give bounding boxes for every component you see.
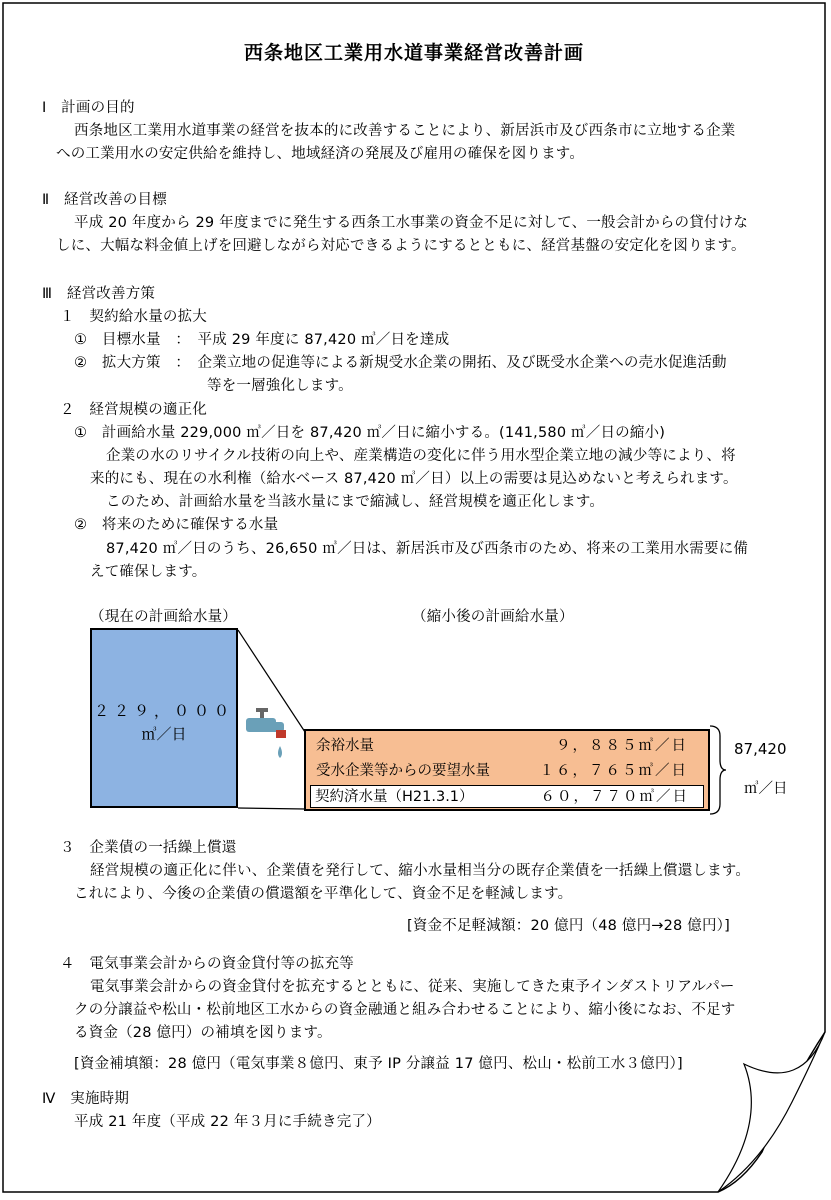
section-1-line: 西条地区工業用水道事業の経営を抜本的に改善することにより、新居浜市及び西条市に立地する企業 [74, 123, 736, 139]
section-2-heading: Ⅱ 経営改善の目標 [42, 192, 167, 208]
current-capacity-unit: ㎥／日 [141, 725, 187, 743]
subsection-4-line: クの分譲益や松山・松前地区工水からの資金融通と組み合わせることにより、縮小後になお、不足す [74, 1002, 736, 1018]
right-brace [708, 724, 728, 816]
document-page [2, 2, 826, 1192]
subsection-4-note: [資金補填額：28 億円（電気事業８億円、東予 IP 分譲益 17 億円、松山・松前工水３億円）] [74, 1056, 683, 1072]
section-4-line: 平成 21 年度（平成 22 年３月に手続き完了） [74, 1114, 381, 1130]
subsection-2-heading: ２ 経営規模の適正化 [60, 402, 207, 418]
breakdown-label: 余裕水量 [316, 738, 374, 754]
breakdown-row [312, 735, 702, 758]
section-4-heading: Ⅳ 実施時期 [42, 1091, 130, 1107]
section-1-line: への工業用水の安定供給を維持し、地域経済の発展及び雇用の確保を図ります。 [56, 146, 585, 162]
breakdown-label: 契約済水量（H21.3.1） [315, 789, 474, 805]
reduced-capacity-label: （縮小後の計画給水量） [412, 609, 574, 625]
breakdown-value: ６０，７７０㎥／日 [540, 789, 689, 805]
breakdown-value: １６，７６５㎥／日 [539, 763, 688, 779]
total-unit: ㎥／日 [744, 781, 788, 797]
subsection-2-line: 来的にも、現在の水利権（給水ベース 87,420 ㎥／日）以上の需要は見込めないと考えられます。 [90, 471, 738, 487]
section-2-line: 平成 20 年度から 29 年度までに発生する西条工水事業の資金不足に対して、一般会計からの貸付けな [74, 215, 749, 231]
subsection-1-heading: １ 契約給水量の拡大 [60, 309, 207, 325]
total-value: 87,420 [734, 740, 787, 758]
subsection-2-line: 87,420 ㎥／日のうち、26,650 ㎥／日は、新居浜市及び西条市のため、将来の工業用水需要に備 [106, 541, 749, 557]
breakdown-value: ９，８８５㎥／日 [556, 738, 688, 754]
current-capacity-label: （現在の計画給水量） [90, 609, 237, 625]
subsection-4-heading: ４ 電気事業会計からの資金貸付等の拡充等 [60, 956, 354, 972]
subsection-2-line: ① 計画給水量 229,000 ㎥／日を 87,420 ㎥／日に縮小する。(141,580 ㎥／日の縮小) [74, 425, 666, 441]
breakdown-label: 受水企業等からの要望水量 [316, 763, 490, 779]
subsection-3-heading: ３ 企業債の一括繰上償還 [60, 840, 237, 856]
breakdown-row [310, 785, 704, 808]
faucet-icon [246, 706, 294, 764]
document-title: 西条地区工業用水道事業経営改善計画 [243, 42, 584, 64]
subsection-1-line: ① 目標水量 ： 平成 29 年度に 87,420 ㎥／日を達成 [74, 332, 450, 348]
subsection-1-line: ② 拡大方策 ： 企業立地の促進等による新規受水企業の開拓、及び既受水企業への売水促進活動 [74, 355, 727, 371]
section-3-heading: Ⅲ 経営改善方策 [42, 286, 156, 302]
subsection-3-note: [資金不足軽減額：20 億円（48 億円→28 億円）] [407, 918, 730, 934]
subsection-2-line: ② 将来のために確保する水量 [74, 517, 279, 533]
breakdown-row [312, 760, 702, 783]
subsection-1-line: 等を一層強化します。 [207, 378, 353, 394]
subsection-2-line: えて確保します。 [90, 564, 207, 580]
subsection-2-line: このため、計画給水量を当該水量にまで縮減し、経営規模を適正化します。 [106, 494, 605, 510]
section-1-heading: Ⅰ 計画の目的 [42, 100, 135, 116]
section-2-line: しに、大幅な料金値上げを回避しながら対応できるようにするとともに、経営基盤の安定化を図ります。 [56, 238, 746, 254]
reduced-capacity-box [304, 729, 710, 811]
subsection-3-line: 経営規模の適正化に伴い、企業債を発行して、縮小水量相当分の既存企業債を一括繰上償還します。 [90, 863, 751, 879]
subsection-2-line: 企業の水のリサイクル技術の向上や、産業構造の変化に伴う用水型企業立地の減少等により、将 [106, 448, 736, 464]
subsection-3-line: これにより、今後の企業債の償還額を平準化して、資金不足を軽減します。 [74, 886, 573, 902]
current-capacity-value: ２２９，０００ [93, 702, 234, 720]
subsection-4-line: る資金（28 億円）の補填を図ります。 [74, 1025, 332, 1041]
subsection-4-line: 電気事業会計からの資金貸付を拡充するとともに、従来、実施してきた東予インダストリアルパー [90, 979, 735, 995]
